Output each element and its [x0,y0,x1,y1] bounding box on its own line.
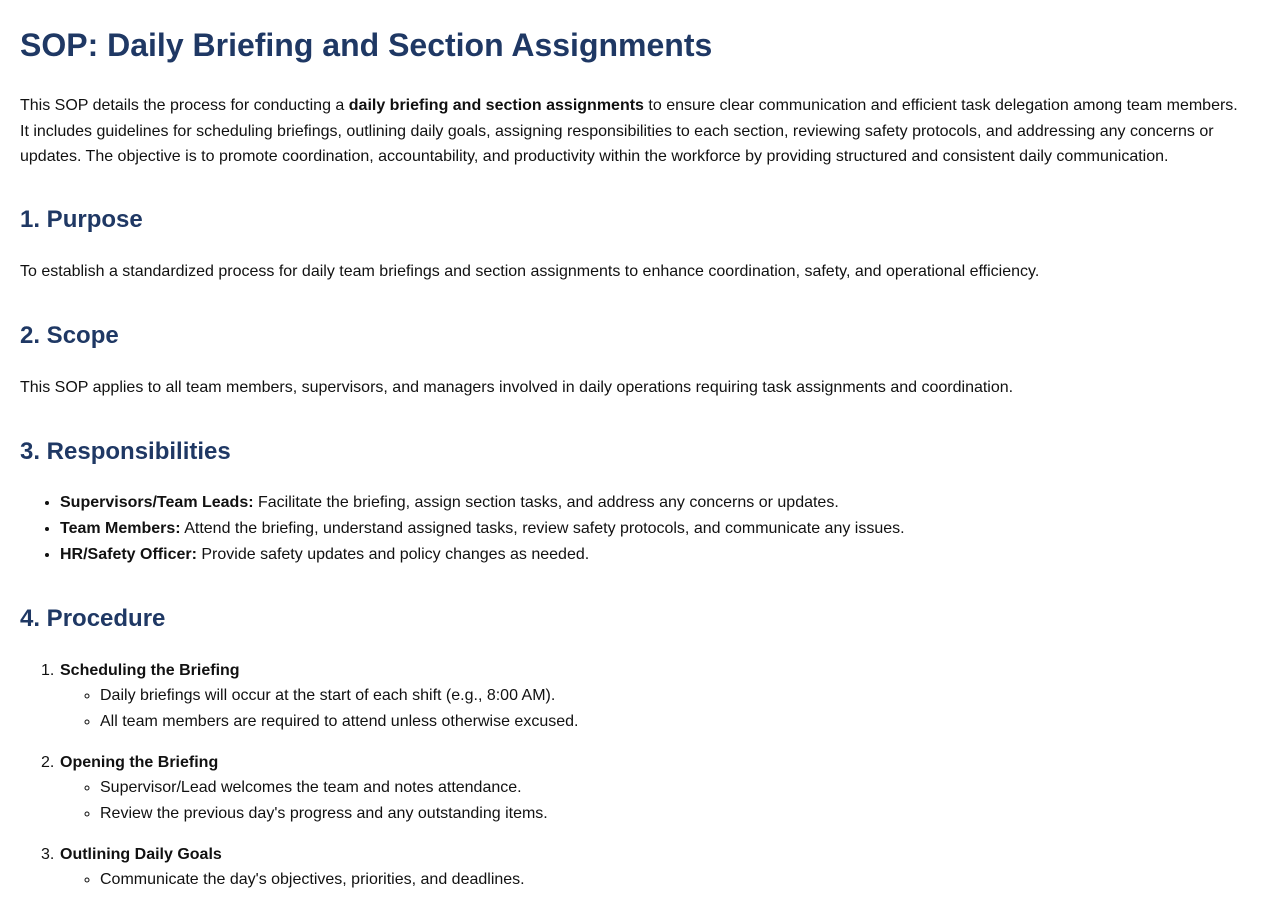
page-title: SOP: Daily Briefing and Section Assignments [20,27,713,63]
step-title: Scheduling the Briefing [60,662,240,679]
step-details [60,777,578,829]
step-detail-item: ◦ Daily briefings will occur at the start of each shift (e.g., 8:00 AM). [100,685,578,711]
procedure-steps [20,660,578,903]
intro-text-start: This SOP details the process for conducting a [20,97,349,114]
procedure-step [41,660,579,737]
step-header [41,752,578,774]
responsibility-text: Facilitate the briefing, assign section tasks, and address any concerns or updates. [253,494,839,511]
purpose-text: To establish a standardized process for daily team briefings and section assignments to enhance coordination, safety, and operational efficiency. [20,263,1040,280]
responsibility-text: Attend the briefing, understand assigned tasks, review safety protocols, and communicate any issues. [180,520,905,537]
step-title: Outlining Daily Goals [60,846,222,863]
step-detail-item: ◦ All team members are required to attend unless otherwise excused. [100,711,578,737]
responsibility-item [60,544,905,570]
intro-bold-phrase: daily briefing and section assignments [348,97,644,114]
procedure-heading: 4. Procedure [20,605,166,632]
intro-paragraph [20,93,1250,170]
responsibility-role: Team Members: [60,520,181,537]
responsibilities-heading: 3. Responsibilities [20,438,231,465]
step-details [60,869,578,895]
responsibility-item [60,492,905,518]
responsibility-role: HR/Safety Officer: [60,546,197,563]
step-detail-item: ◦ Communicate the day's objectives, priorities, and deadlines. [100,869,578,895]
step-detail-item: ◦ Supervisor/Lead welcomes the team and notes attendance. [100,777,578,803]
responsibility-item [60,518,905,544]
step-number: 1. [41,662,55,679]
step-details [60,685,578,737]
step-number: 2. [41,754,55,771]
scope-heading: 2. Scope [20,322,119,349]
purpose-heading: 1. Purpose [20,206,143,233]
intro-text-end: to ensure clear communication and efficient task delegation among team members. It includes guidelines for scheduling briefings, outlining daily goals, assigning responsibilities to each section, reviewing safety protocols, and addressing any concerns or updates. The objective is to promote coordination, accountability, and productivity within the workforce by providing structured and consistent daily communication. [20,97,1238,166]
step-header [41,660,578,682]
step-header [41,844,578,866]
scope-text: This SOP applies to all team members, supervisors, and managers involved in daily operations requiring task assignments and coordination. [20,379,1014,396]
responsibility-role: Supervisors/Team Leads: [60,494,254,511]
step-detail-item: ◦ Review the previous day's progress and any outstanding items. [100,803,578,829]
step-number: 3. [41,846,55,863]
step-title: Opening the Briefing [60,754,219,771]
responsibility-text: Provide safety updates and policy changes as needed. [196,546,590,563]
procedure-step [41,844,578,895]
procedure-step [41,752,578,829]
responsibilities-list [20,492,905,570]
